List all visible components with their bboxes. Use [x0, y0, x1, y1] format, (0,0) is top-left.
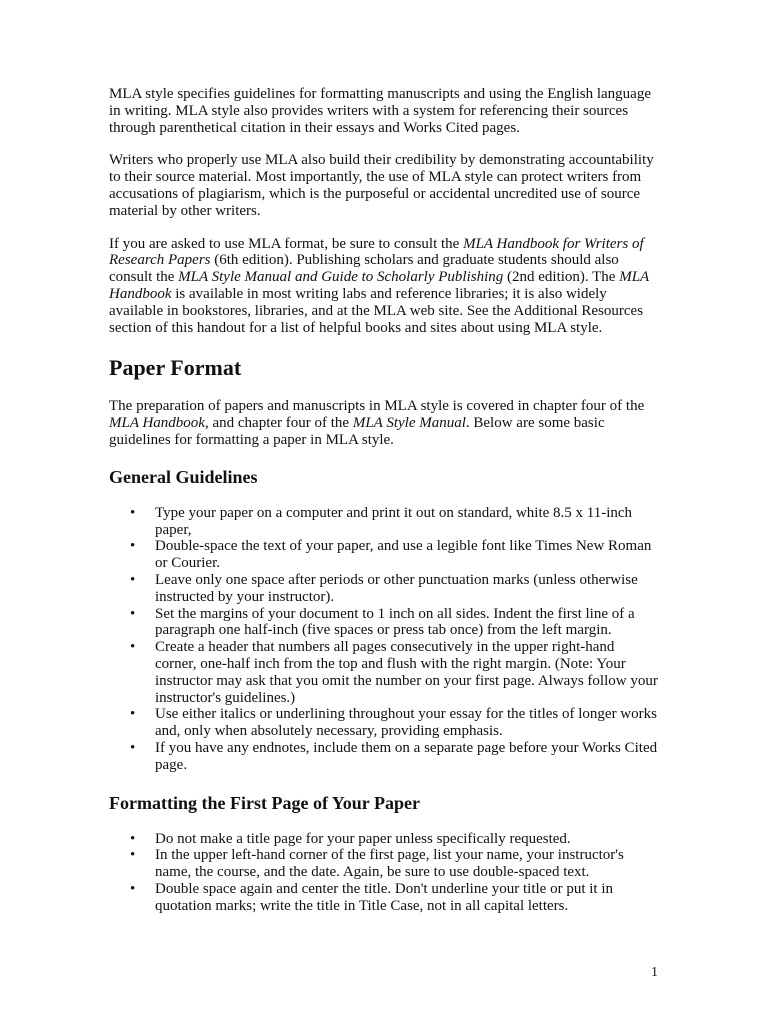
mla-handbook-short-title: MLA Handbook — [109, 269, 649, 302]
list-item: • Leave only one space after periods or other punctuation marks (unless otherwise instructed by your instructor). — [155, 572, 659, 606]
list-item: • Do not make a title page for your paper unless specifically requested. — [155, 831, 659, 848]
intro-paragraph-2: Writers who properly use MLA also build their credibility by demonstrating accountability to their source material. Most importantly, the use of MLA style can protect writers from accusations of plagiarism, which is the purposeful or accidental uncredited use of source material by other writers. — [109, 152, 654, 219]
list-item: • Double space again and center the title. Don't underline your title or put it in quotation marks; write the title in Title Case, not in all capital letters. — [155, 881, 659, 915]
list-item: • If you have any endnotes, include them on a separate page before your Works Cited page. — [155, 740, 659, 774]
document-page — [109, 86, 659, 914]
paper-format-intro: The preparation of papers and manuscripts in MLA style is covered in chapter four of the MLA Handbook, and chapter four of the MLA Style Manual. Below are some basic guidelines for formatting a paper in MLA style. — [109, 398, 645, 448]
list-item: • Double-space the text of your paper, and use a legible font like Times New Roman or Courier. — [155, 538, 659, 572]
list-item: • Set the margins of your document to 1 inch on all sides. Indent the first line of a paragraph one half-inch (five spaces or press tab once) from the left margin. — [155, 606, 659, 640]
paper-format-heading: Paper Format — [109, 355, 242, 381]
first-page-list — [109, 831, 659, 915]
general-guidelines-heading: General Guidelines — [109, 466, 258, 487]
page-number: 1 — [651, 965, 658, 980]
first-page-heading: Formatting the First Page of Your Paper — [109, 792, 420, 813]
mla-handbook-title: MLA Handbook for Writers of Research Papers — [109, 235, 644, 269]
intro-paragraph-3: If you are asked to use MLA format, be sure to consult the MLA Handbook for Writers of Research Papers (6th edition). Publishing scholars and graduate students should also consult the MLA Style Manual and Guide to Scholarly Publishing (2nd edition). The MLA Handbook is available in most writing labs and reference libraries; it is also widely available in bookstores, libraries, and at the MLA web site. See the Additional Resources section of this handout for a list of helpful books and sites about using MLA style. — [109, 235, 649, 336]
list-item: • Create a header that numbers all pages consecutively in the upper right-hand corner, one-half inch from the top and flush with the right margin. (Note: Your instructor may ask that you omit the number on your first page. Always follow your instructor's guidelines.) — [155, 639, 659, 706]
list-item: • Use either italics or underlining throughout your essay for the titles of longer works and, only when absolutely necessary, providing emphasis. — [155, 706, 659, 740]
intro-paragraph-1: MLA style specifies guidelines for formatting manuscripts and using the English language in writing. MLA style also provides writers with a system for referencing their sources through parenthetical citation in their essays and Works Cited pages. — [109, 86, 651, 136]
general-guidelines-list — [109, 505, 659, 774]
mla-style-manual-title: MLA Style Manual and Guide to Scholarly Publishing — [178, 269, 504, 286]
list-item: • In the upper left-hand corner of the first page, list your name, your instructor's name, the course, and the date. Again, be sure to use double-spaced text. — [155, 847, 659, 881]
list-item: • Type your paper on a computer and print it out on standard, white 8.5 x 11-inch paper, — [155, 505, 659, 539]
